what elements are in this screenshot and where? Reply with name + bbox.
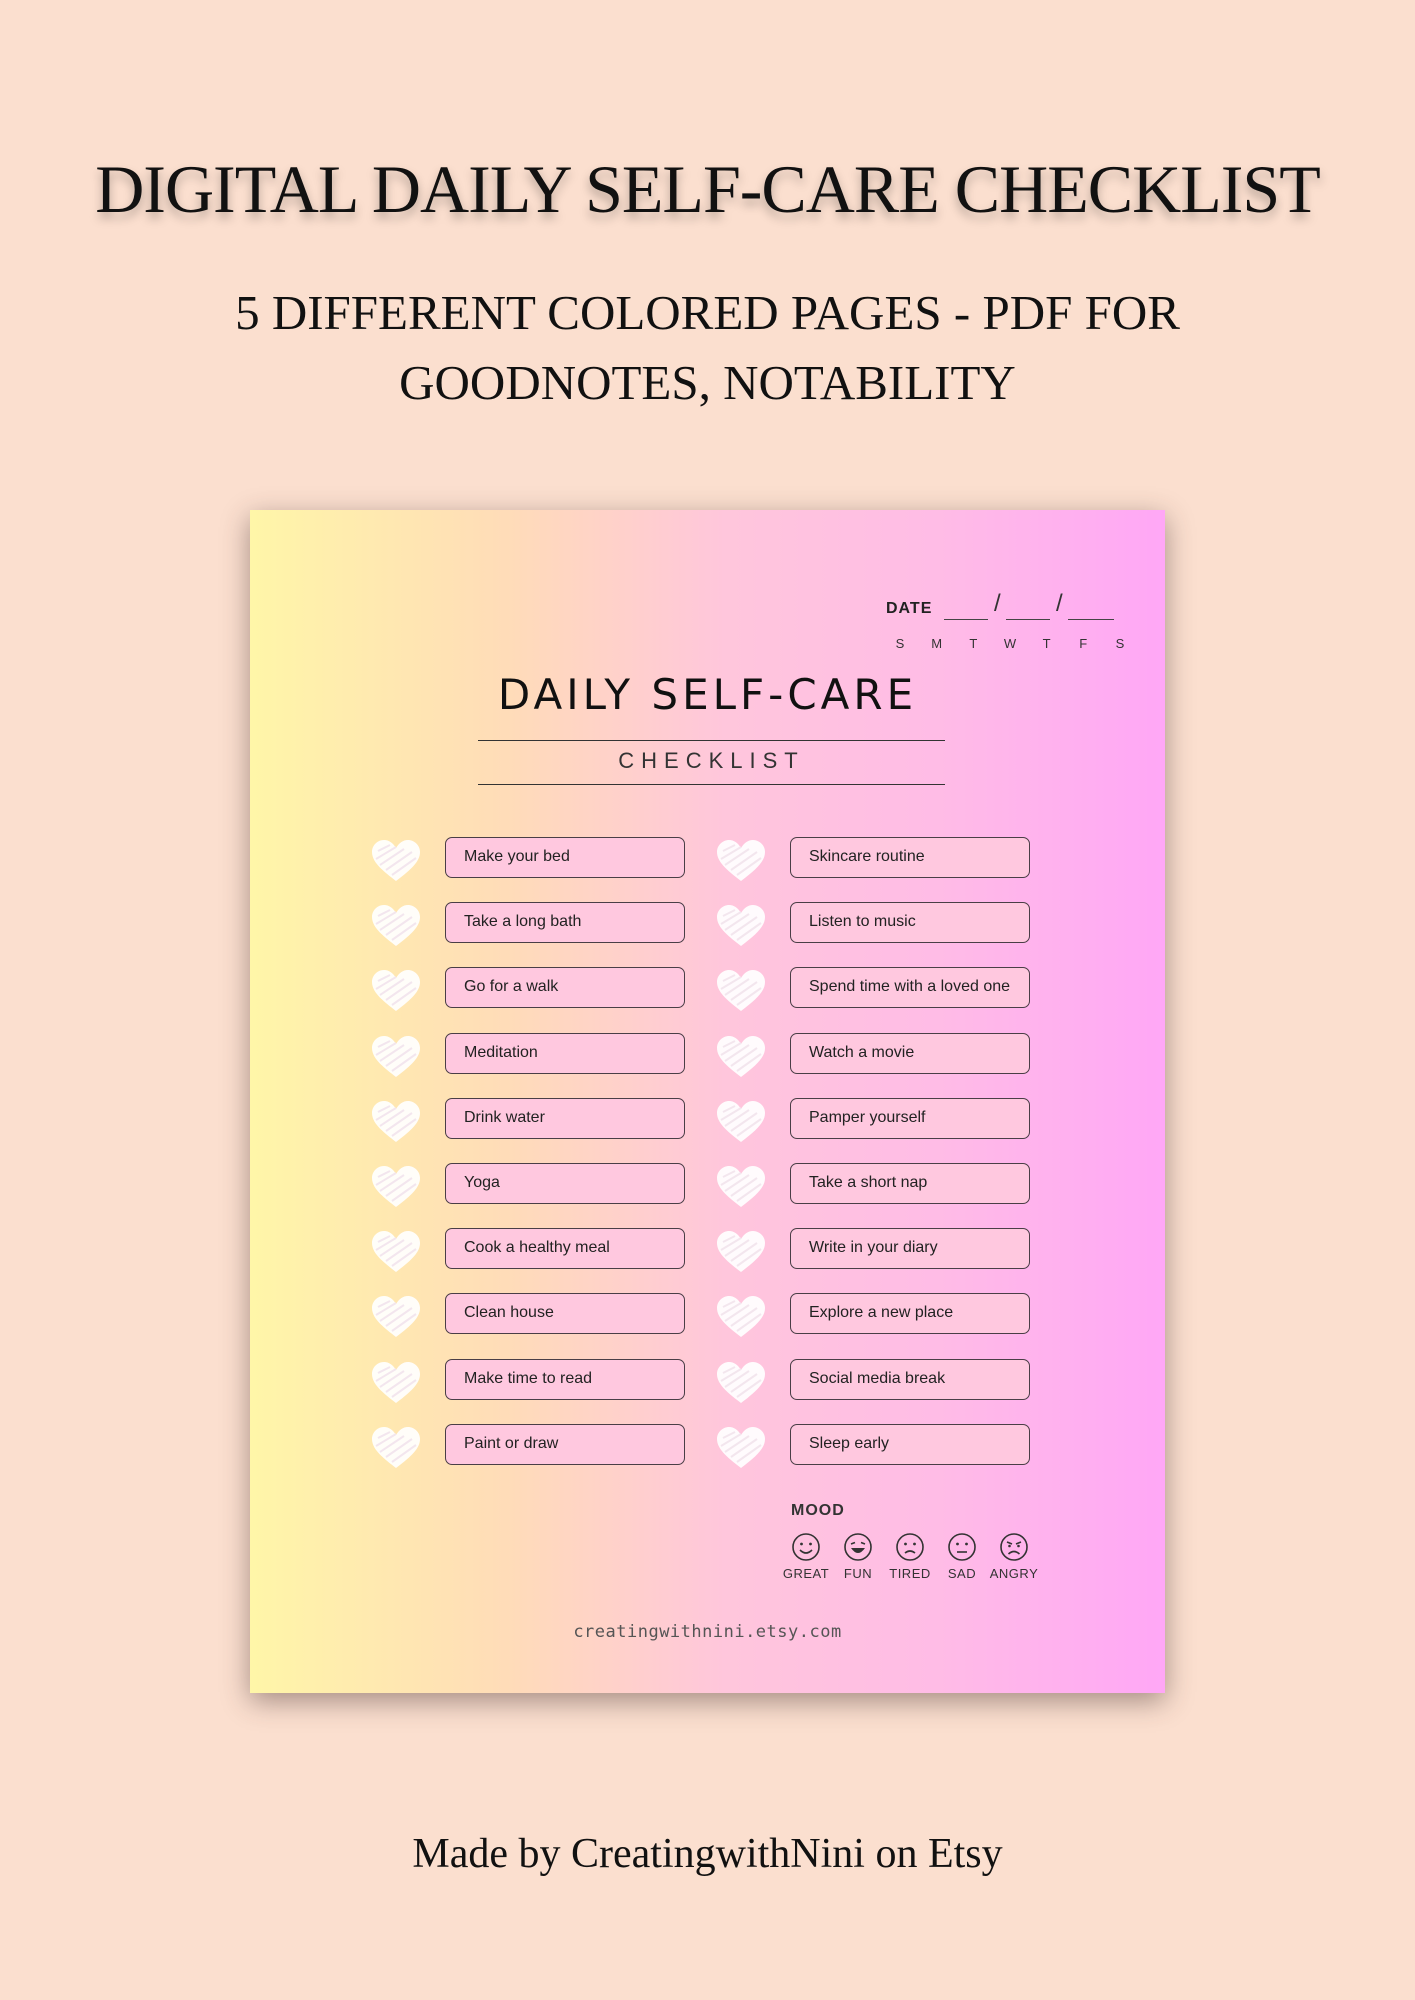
checklist-item-label: Make time to read xyxy=(445,1359,685,1400)
heart-icon[interactable] xyxy=(370,1361,422,1405)
heart-icon[interactable] xyxy=(370,1035,422,1079)
mood-angry[interactable] xyxy=(988,1532,1040,1581)
day-sunday[interactable]: S xyxy=(895,636,905,651)
heart-icon[interactable] xyxy=(715,1100,767,1144)
checklist-item-label: Cook a healthy meal xyxy=(445,1228,685,1269)
heart-icon[interactable] xyxy=(370,839,422,883)
smile-face-icon xyxy=(791,1532,821,1562)
date-label: DATE xyxy=(886,600,933,617)
promo-subtitle: 5 DIFFERENT COLORED PAGES - PDF FOR GOODNOTES, NOTABILITY xyxy=(235,285,1180,410)
mood-fun-label: FUN xyxy=(843,1566,873,1581)
footer-url: creatingwithnini.etsy.com xyxy=(573,1622,842,1642)
checklist-item-label: Meditation xyxy=(445,1033,685,1074)
mood-fun[interactable] xyxy=(832,1532,884,1581)
checklist-page xyxy=(250,510,1165,1693)
heart-icon[interactable] xyxy=(370,1426,422,1470)
mood-sad[interactable] xyxy=(936,1532,988,1581)
date-field[interactable]: / / xyxy=(944,594,1114,620)
heart-icon[interactable] xyxy=(370,1230,422,1274)
heart-icon[interactable] xyxy=(370,1100,422,1144)
checklist-item-label: Make your bed xyxy=(445,837,685,878)
heart-icon[interactable] xyxy=(370,969,422,1013)
heart-icon[interactable] xyxy=(370,904,422,948)
angry-face-icon xyxy=(999,1532,1029,1562)
mood-great-label: GREAT xyxy=(782,1566,830,1581)
checklist-item-label: Take a short nap xyxy=(790,1163,1030,1204)
heart-icon[interactable] xyxy=(370,1295,422,1339)
sad-face-icon xyxy=(947,1532,977,1562)
heart-icon[interactable] xyxy=(715,839,767,883)
heart-icon[interactable] xyxy=(715,1035,767,1079)
heart-icon[interactable] xyxy=(715,1361,767,1405)
checklist-item-label: Paint or draw xyxy=(445,1424,685,1465)
checklist-item-label: Clean house xyxy=(445,1293,685,1334)
heart-icon[interactable] xyxy=(370,1165,422,1209)
mood-angry-label: ANGRY xyxy=(989,1566,1039,1581)
sheet-subtitle: CHECKLIST xyxy=(618,748,805,773)
checklist-item-label: Watch a movie xyxy=(790,1033,1030,1074)
checklist-item-label: Pamper yourself xyxy=(790,1098,1030,1139)
mood-tired-label: TIRED xyxy=(889,1566,931,1581)
checklist-item-label: Explore a new place xyxy=(790,1293,1030,1334)
checklist-item-label: Sleep early xyxy=(790,1424,1030,1465)
day-saturday[interactable]: S xyxy=(1115,636,1125,651)
checklist-item-label: Take a long bath xyxy=(445,902,685,943)
heart-icon[interactable] xyxy=(715,904,767,948)
title-rule-top xyxy=(478,740,945,741)
day-thursday[interactable]: T xyxy=(1042,636,1051,651)
title-rule-bottom xyxy=(478,784,945,785)
day-monday[interactable]: M xyxy=(931,636,943,651)
mood-sad-label: SAD xyxy=(947,1566,977,1581)
heart-icon[interactable] xyxy=(715,1230,767,1274)
promo-credit: Made by CreatingwithNini on Etsy xyxy=(412,1831,1003,1877)
sheet-title: DAILY SELF-CARE xyxy=(497,670,918,719)
checklist-item-label: Drink water xyxy=(445,1098,685,1139)
checklist-item-label: Go for a walk xyxy=(445,967,685,1008)
checklist-item-label: Write in your diary xyxy=(790,1228,1030,1269)
checklist-item-label: Skincare routine xyxy=(790,837,1030,878)
day-wednesday[interactable]: W xyxy=(1003,636,1017,651)
heart-icon[interactable] xyxy=(715,1295,767,1339)
day-friday[interactable]: F xyxy=(1079,636,1088,651)
heart-icon[interactable] xyxy=(715,1165,767,1209)
checklist-item-label: Spend time with a loved one xyxy=(790,967,1030,1008)
checklist-item-label: Yoga xyxy=(445,1163,685,1204)
heart-icon[interactable] xyxy=(715,969,767,1013)
mood-label: MOOD xyxy=(791,1502,845,1519)
weekday-selector xyxy=(890,636,1130,651)
laughing-face-icon xyxy=(843,1532,873,1562)
mood-great[interactable] xyxy=(780,1532,832,1581)
heart-icon[interactable] xyxy=(715,1426,767,1470)
checklist-item-label: Social media break xyxy=(790,1359,1030,1400)
promo-title: DIGITAL DAILY SELF-CARE CHECKLIST xyxy=(95,151,1320,227)
tired-face-icon xyxy=(895,1532,925,1562)
day-tuesday[interactable]: T xyxy=(969,636,978,651)
mood-selector xyxy=(780,1532,1040,1581)
checklist-item-label: Listen to music xyxy=(790,902,1030,943)
mood-tired[interactable] xyxy=(884,1532,936,1581)
